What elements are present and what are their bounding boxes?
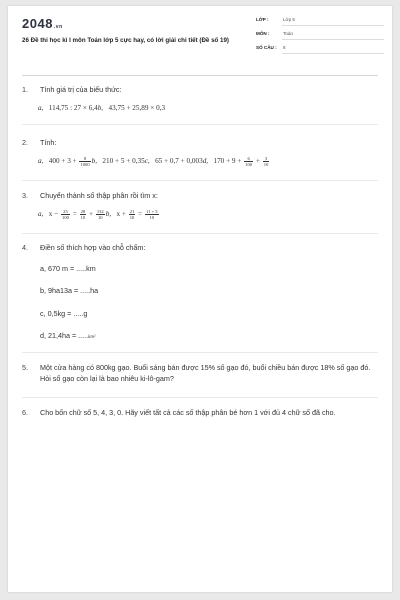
question-1-expressions: a, 114,75 : 27 × 6,4b, 43,75 + 25,89 × 0,3 <box>38 104 166 112</box>
page-title: 26 Đề thi học kì I môn Toán lớp 5 cực hay, có lời giải chi tiết (Đề số 19) <box>22 37 229 44</box>
question-4-a: a, 670 m = .....km <box>40 264 96 273</box>
question-3-expressions: a, x − $\frac{25}{100}$ = $\frac{28}{10}$ + $\frac{132}{10}$ b, x + $\frac{21}{10}$ = $\frac{11 + 5}{10}$ <box>38 209 158 220</box>
header-divider <box>22 75 378 76</box>
site-logo[interactable]: 2048.vn <box>22 16 63 31</box>
question-4-b: b, 9ha13a = .....ha <box>40 286 99 295</box>
document-page: 2048.vn 26 Đề thi học kì I môn Toán lớp 5 cực hay, có lời giải chi tiết (Đề số 19) LỚP : Lớp 5 MÔN : Toán SỐ CÂU : 6 1. Tính giá trị của biểu thức: a, 114,75 : 27 × 6,4b, 43,75 + 25,89 × 0,3 2. Tính: a, 400 + 3 + $\frac{8}{1000}$ b, 210 + 5 + 0,35c, 65 + 0,7 + 0,003d, 170 + 9 + $\frac{6}{100}$ + $\frac{3}{10}$ 3. Chuyển thành số thập phân rồi tìm x: a, x − $\frac{25}{100}$ = $\frac{28}{10}$ + $\frac{132}{10}$ b, x + $\frac{21}{10}$ = $\frac{11 + 5}{10}$ 4. Điền số thích hợp vào chỗ chấm: a, 670 m = .....km b, 9ha13a = .....ha c, 0,5kg = .....g d, 21,4ha = .....km² 5. Một cửa hàng có 800kg gạo. Buổi sáng bán được 15% số gạo đó, buổi chiều bán được 18% số gạo đó. Hỏi số gạo còn lại là bao nhiêu ki-lô-gam? 6. Cho bốn chữ số 5, 4, 3, 0. Hãy viết tất cả các số thập phân bé hơn 1 với đủ 4 chữ số đã cho. <box>8 6 392 592</box>
question-4-d: d, 21,4ha = .....km² <box>40 331 96 340</box>
question-2-expressions: a, 400 + 3 + $\frac{8}{1000}$ b, 210 + 5 + 0,35c, 65 + 0,7 + 0,003d, 170 + 9 + $\frac{6}{100}$ + $\frac{3}{10}$ <box>38 156 269 167</box>
question-4-c: c, 0,5kg = .....g <box>40 309 88 318</box>
